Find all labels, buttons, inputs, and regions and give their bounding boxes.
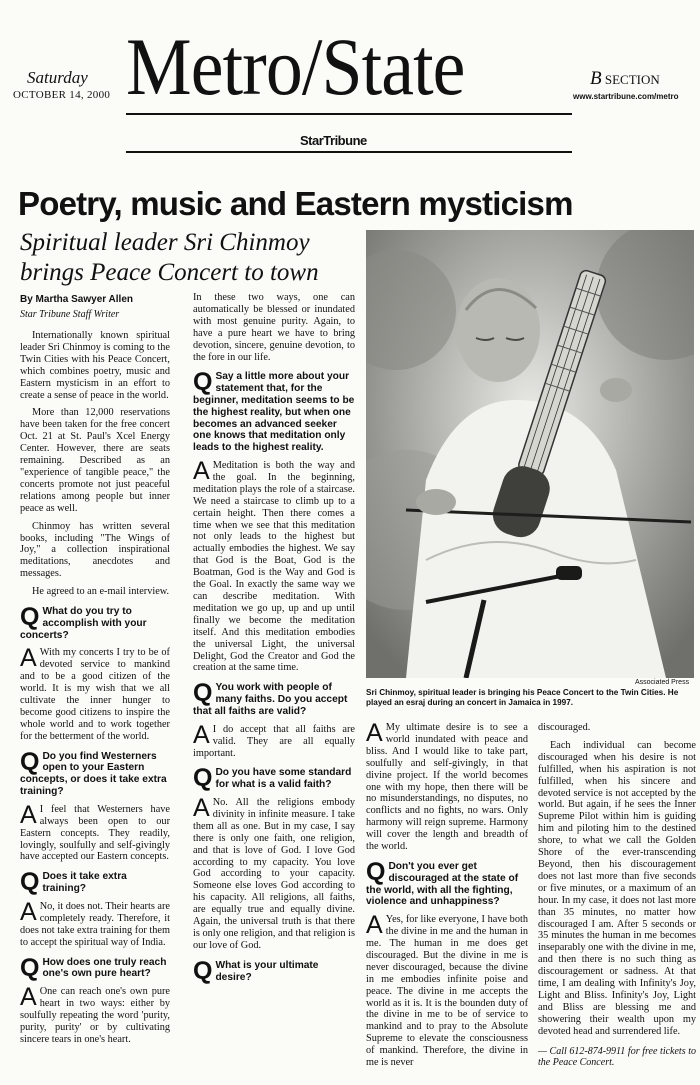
intro-paragraph: More than 12,000 reservations have been taken for the free concert Oct. 21 at St. Paul's Xcel Energy Center. However, there are seats remaining. Described as an "experience of tangible peace," the concerts promote not just peaceful relations among people but inner peace as well. <box>20 407 170 514</box>
q-drop-cap: Q <box>193 764 213 793</box>
article-deck: Spiritual leader Sri Chinmoy brings Peace Concert to town <box>20 229 319 286</box>
question: Q You work with people of many faiths. Do you accept that all faiths are valid? <box>193 679 348 717</box>
section-word: SECTION <box>604 72 660 87</box>
answer: A No, it does not. Their hearts are completely ready. Therefore, it does not take extra training for them to accept the spiritual way of India. <box>20 897 170 948</box>
a-drop-cap: A <box>193 794 210 823</box>
photo-sri-chinmoy-esraj <box>366 230 694 678</box>
question: Q How does one truly reach one's own pure heart? <box>20 953 167 982</box>
a-drop-cap: A <box>20 983 37 1012</box>
masthead-date: OCTOBER 14, 2000 <box>13 89 111 101</box>
question: Q Do you find Westerners open to your Eastern concepts, or does it take extra training? <box>20 747 167 798</box>
masthead-day: Saturday <box>27 68 88 87</box>
answer: A No. All the religions embody divinity in infinite measure. I take them all as one. But in my case, I say there is only one faith, one religion, and that is love of God. I love God according to my capacity. You love God according to your capacity. Someone else loves God according to his capacity. All religions, all faiths, are equally true and equally divine. Again, the universal truth is that there is only one religion, and that religion is our love of God. <box>193 794 355 951</box>
answer: A I feel that Westerners have always been open to our Eastern concepts. They readily, lovingly, soulfully and self-givingly have accepted our Eastern concepts. <box>20 800 170 863</box>
answer: A With my concerts I try to be of devoted service to mankind and to be a good citizen of the world. It is my wish that we all cultivate the inner hunger to become good citizens to inspire the whole world and to work together for the betterment of the world. <box>20 644 170 742</box>
section-title: Metro/State <box>126 21 465 112</box>
answer: A I do accept that all faiths are valid. They are all equally important. <box>193 720 355 759</box>
a-drop-cap: A <box>20 897 37 926</box>
article-byline: By Martha Sawyer Allen <box>20 294 134 305</box>
a-drop-cap: A <box>366 719 383 747</box>
paragraph: Each individual can become discouraged when his desire is not fulfilled, when his aspiration is not fulfilled, when his sincere and devoted service is not accepted by the world. But again, if he sees the Inner Supreme Pilot within him is guiding him and piloting him to the destined shore, to what we call the Golden Shore of the ever-transcending Beyond, then his discouragement does not last more than five seconds or five minutes, or a maximum of an hour. In my case, it does not last more than 35 minutes, no matter how discouraged I am. After 5 seconds or 35 minutes the human in me becomes inseparably one with the divine in me, and then there is no such thing as discouragement or sadness. At that time, I am dealing with Infinity's Joy, Light and Bliss. Infinity's Joy, Light and Bliss are blessing me and showering their wealth upon my devoted head and surrendered life. <box>538 739 696 1037</box>
intro-paragraph: Chinmoy has written several books, including "The Wings of Joy," a collection inspirational meditations, anecdotes and messages. <box>20 520 170 580</box>
q-drop-cap: Q <box>20 868 40 897</box>
article-column-1 <box>20 330 170 1052</box>
answer: A One can reach one's own pure heart in two ways: either by soulfully repeating the word 'purity, purity, purity' or by cultivating sincere tears in one's heart. <box>20 983 170 1045</box>
question: Q Say a little more about your statement that, for the beginner, meditation seems to be the highest reality, but when one becomes an advanced seeker one knows that meditation only leads to the highest reality. <box>193 368 355 454</box>
article-column-2 <box>193 292 355 989</box>
answer: A Meditation is both the way and the goal. In the beginning, meditation plays the role of a staircase. We need a staircase to climb up to a certain height. Then there comes a time when we see that this meditation not only leads to the highest but actually embodies the highest. We say that God is the Boat, God is the Boatman, God is the Way and God is the Goal. In exactly the same way we can describe meditation. With meditation we go up, up and up until finally we become the meditation itself. And this meditation embodies the universal Light, the universal Delight, God the Creator and God the creation at the same time. <box>193 457 355 674</box>
photo-credit: Associated Press <box>635 679 690 686</box>
a-drop-cap: A <box>193 457 210 486</box>
intro-paragraph: He agreed to an e-mail interview. <box>32 586 170 598</box>
q-drop-cap: Q <box>20 953 40 982</box>
section-url: www.startribune.com/metro <box>573 92 679 101</box>
a-drop-cap: A <box>20 800 37 829</box>
article-column-3 <box>366 719 528 1075</box>
q-drop-cap: Q <box>366 857 386 886</box>
question: Q Does it take extra training? <box>20 868 127 897</box>
photo-caption: Sri Chinmoy, spiritual leader is bringing his Peace Concert to the Twin Cities. He played an esraj during an concert in Jamaica in 1997. <box>366 688 679 707</box>
a-drop-cap: A <box>366 911 383 940</box>
masthead-rule <box>126 113 572 115</box>
q-drop-cap: Q <box>20 603 40 632</box>
paragraph: In these two ways, one can automatically be blessed or inundated with most genuine purity. Again, to have a pure heart we have to bring devotion, sincere, genuine devotion, to the fore in our life. <box>193 292 355 363</box>
section-letter: B <box>590 68 602 89</box>
q-drop-cap: Q <box>20 747 40 776</box>
intro-paragraph: Internationally known spiritual leader Sri Chinmoy is coming to the Twin Cities with his Peace Concert, which combines poetry, music and Eastern mysticism in an effort to create a sense of peace in the world. <box>20 330 170 401</box>
question: Q Do you have some standard for what is a valid faith? <box>193 764 352 793</box>
section-label <box>590 68 660 90</box>
article-headline: Poetry, music and Eastern mysticism <box>18 185 573 222</box>
ticket-contact: — Call 612-874-9911 for free tickets to the Peace Concert. <box>538 1045 696 1068</box>
newspaper-name: StarTribune <box>300 133 367 148</box>
article-column-4 <box>538 722 696 1068</box>
question: Q Don't you ever get discouraged at the state of the world, with all the fighting, violence and unhappiness? <box>366 857 519 908</box>
question: Q What is your ultimate desire? <box>193 956 319 985</box>
a-drop-cap: A <box>193 720 210 749</box>
answer: A My ultimate desire is to see a world inundated with peace and bliss. And I would like to take part, soulfully and self-givingly, in that divine project. If the world becomes one with my hope, then there will be no misunderstandings, no disputes, no conflicts and no fights, no wars. Only harmony will reign supreme. Harmony will cover the length and breadth of the world. <box>366 719 528 853</box>
q-drop-cap: Q <box>193 368 213 397</box>
q-drop-cap: Q <box>193 956 213 985</box>
photo-illustration <box>366 230 694 678</box>
answer: A Yes, for like everyone, I have both the divine in me and the human in me. The human in me does get discouraged. But the divine in me is never discouraged, because the divine in me embodies infinite poise and peace. The divine in me accepts the world as it is. It is the bounden duty of the divine in me to be of service to mankind and to pray to the Absolute Supreme to elevate the consciousness of mankind. Therefore, the divine in me is never <box>366 911 528 1069</box>
article-byline-role: Star Tribune Staff Writer <box>20 309 120 320</box>
masthead-rule-bottom <box>126 151 572 153</box>
q-drop-cap: Q <box>193 679 213 708</box>
paragraph: discouraged. <box>538 722 591 733</box>
a-drop-cap: A <box>20 644 37 673</box>
question: Q What do you try to accomplish with your concerts? <box>20 603 147 641</box>
